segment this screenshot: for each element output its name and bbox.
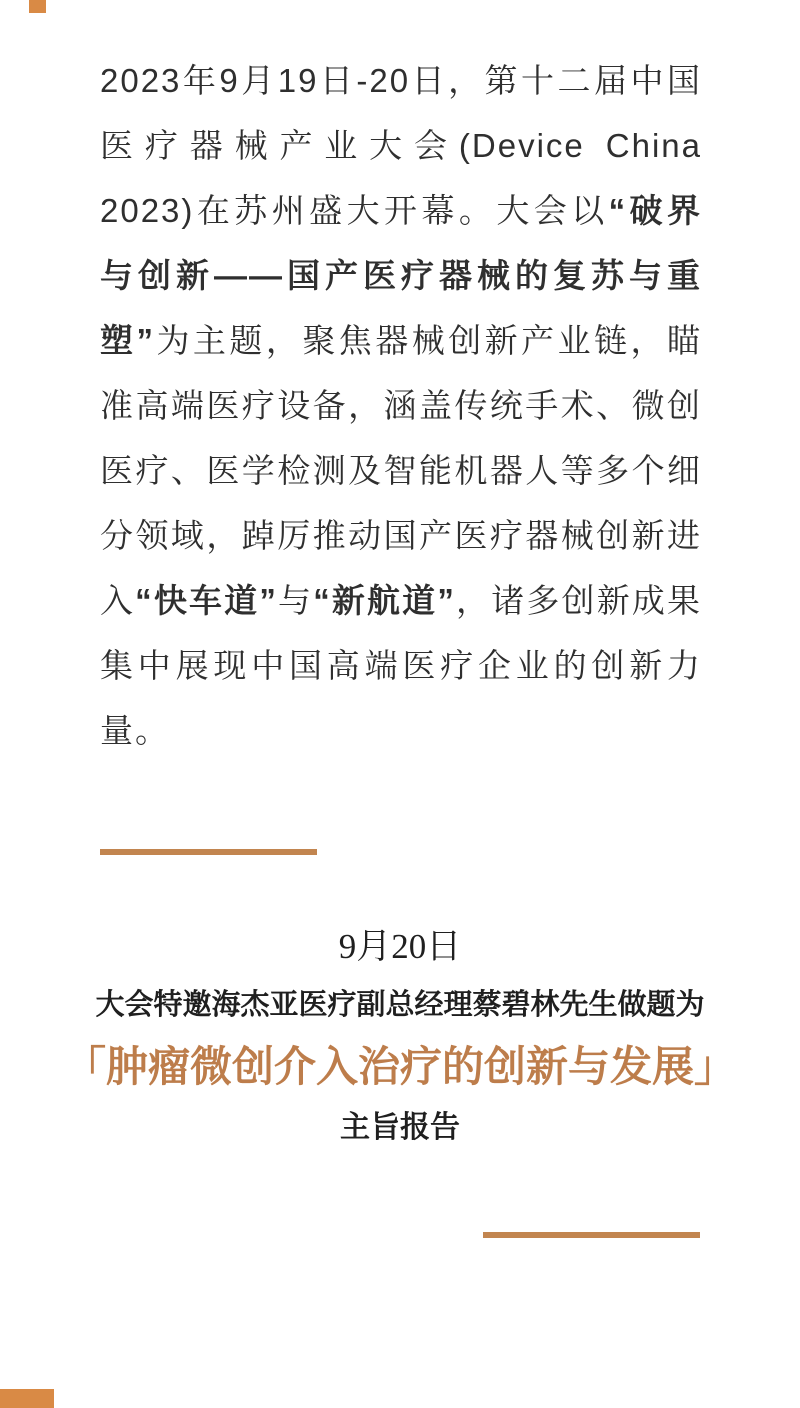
top-left-accent-bar [29, 0, 46, 13]
section-divider-right [483, 1232, 700, 1238]
paragraph-segment: “快车道” [135, 582, 278, 619]
talk-type-label: 主旨报告 [340, 1111, 460, 1144]
paragraph-segment: “新航道” [313, 582, 456, 619]
paragraph-segment: ，诸多创新成果集中展现中国高端医疗企业的创新力量。 [100, 582, 703, 749]
paragraph-segment: 2023年9月19日-20日，第十二届中国医疗器械产业大会(Device China 2023)在苏州盛大开幕。大会以 [100, 62, 702, 229]
article-paragraph [100, 48, 702, 763]
talk-title: 「肿瘤微创介入治疗的创新与发展」 [63, 1045, 736, 1091]
session-date: 9月20日 [338, 927, 462, 966]
paragraph-segment: “破界与创新——国产医疗器械的复苏与重塑” [100, 192, 702, 359]
section-divider-left [100, 849, 317, 855]
bottom-left-accent-bar [0, 1389, 54, 1408]
speaker-intro-line: 大会特邀海杰亚医疗副总经理蔡碧林先生做题为 [95, 989, 705, 1021]
paragraph-segment: 为主题，聚焦器械创新产业链，瞄准高端医疗设备，涵盖传统手术、微创医疗、医学检测及智能机器人等多个细分领域，踔厉推动国产医疗器械创新进入 [100, 322, 702, 619]
paragraph-segment: 与 [277, 582, 314, 619]
